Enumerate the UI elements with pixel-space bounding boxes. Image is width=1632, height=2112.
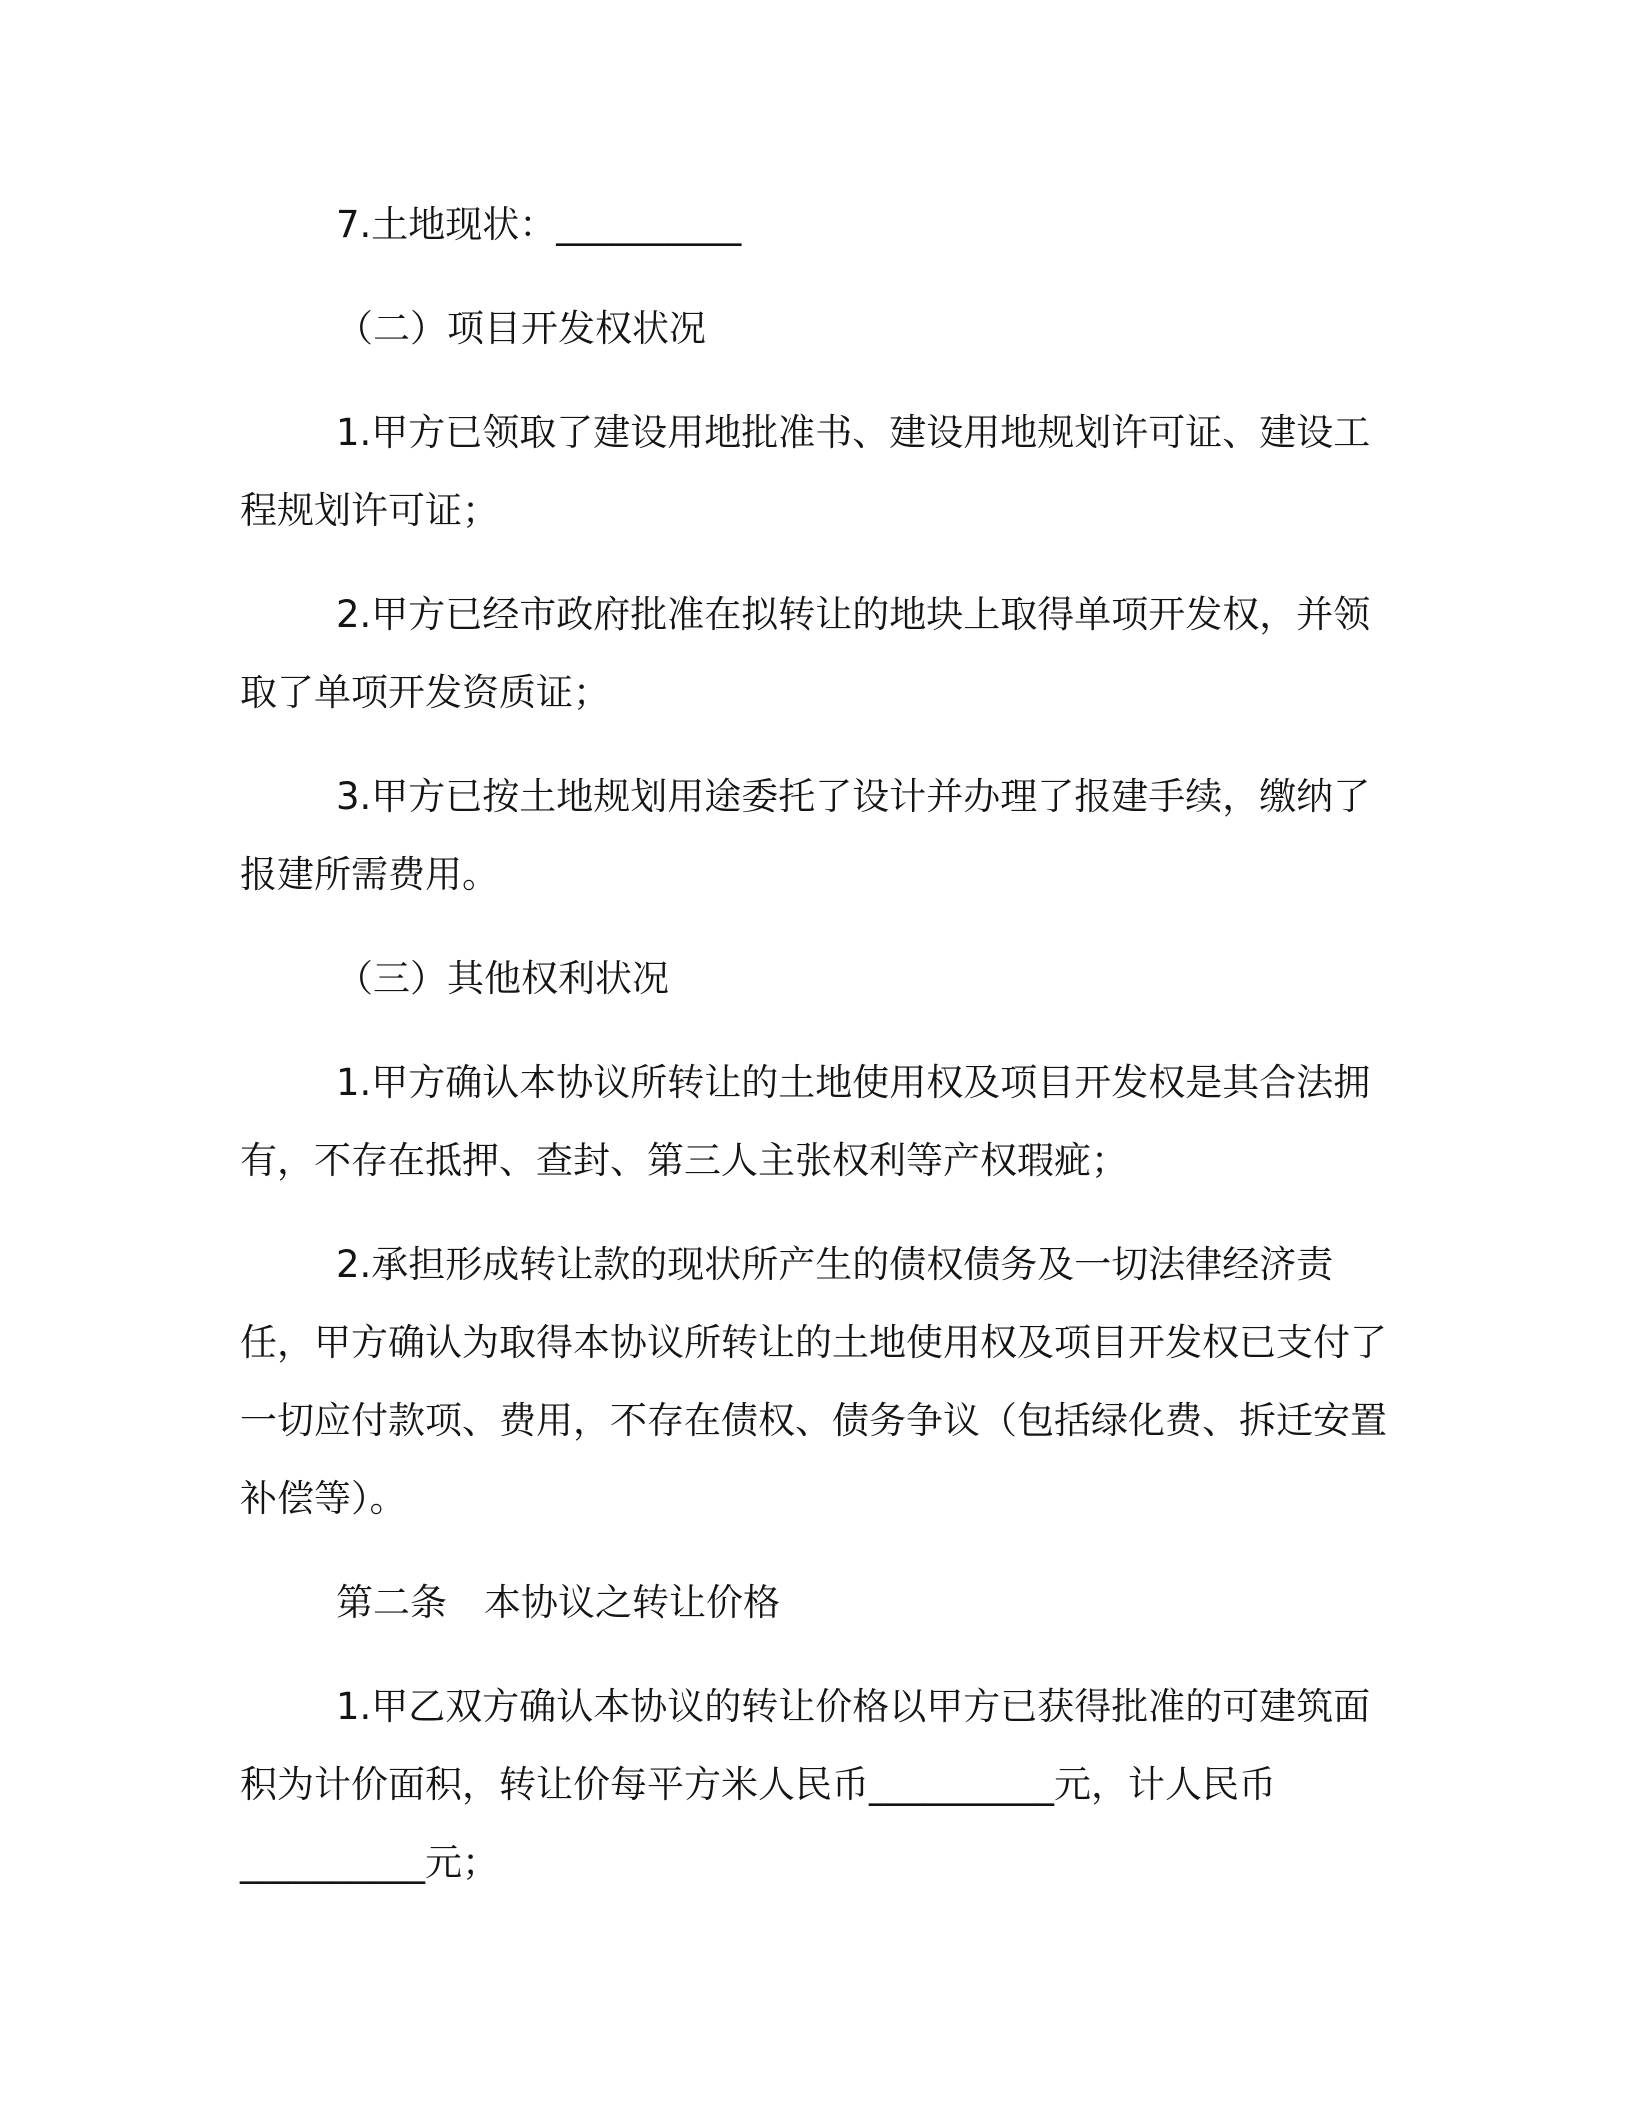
paragraph-development-1: 1.甲方已领取了建设用地批准书、建设用地规划许可证、建设工程规划许可证；: [240, 411, 1371, 532]
paragraph-other-rights-1: 1.甲方确认本协议所转让的土地使用权及项目开发权是其合法拥有，不存在抵押、查封、第三人主张权利等产权瑕疵；: [240, 1061, 1371, 1182]
paragraph-development-3: 3.甲方已按土地规划用途委托了设计并办理了报建手续，缴纳了报建所需费用。: [240, 775, 1371, 896]
article-heading-price: 第二条 本协议之转让价格: [336, 1581, 780, 1624]
paragraph-other-rights-2: 2.承担形成转让款的现状所产生的债权债务及一切法律经济责任，甲方确认为取得本协议所转让的土地使用权及项目开发权已支付了一切应付款项、费用，不存在债权、债务争议（包括绿化费、拆迁安置补偿等）。: [240, 1243, 1387, 1520]
land-status-line: 7.土地现状：__________: [336, 203, 742, 246]
section-heading-other-rights: （三）其他权利状况: [336, 957, 669, 1000]
paragraph-price-1: 1.甲乙双方确认本协议的转让价格以甲方已获得批准的可建筑面积为计价面积，转让价每平方米人民币__________元，计人民币__________元；: [240, 1685, 1371, 1884]
section-heading-development-rights: （二）项目开发权状况: [336, 307, 706, 350]
document-body: [240, 186, 1395, 1902]
paragraph-development-2: 2.甲方已经市政府批准在拟转让的地块上取得单项开发权，并领取了单项开发资质证；: [240, 593, 1371, 714]
